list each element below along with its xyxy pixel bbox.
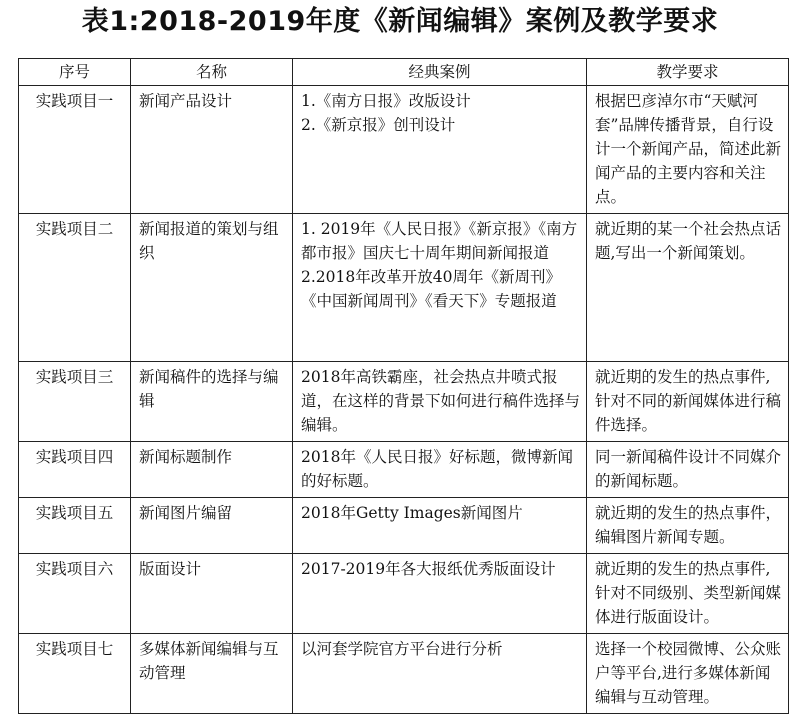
row-name: 新闻报道的策划与组织: [131, 214, 293, 362]
table-row: [19, 214, 789, 362]
row-requirement: 同一新闻稿件设计不同媒介的新闻标题。: [587, 442, 789, 498]
case-line: 1. 2019年《人民日报》《新京报》《南方都市报》国庆七十周年期间新闻报道: [301, 220, 578, 262]
row-id: 实践项目六: [19, 554, 131, 634]
table-row: [19, 498, 789, 554]
row-name: 新闻图片编留: [131, 498, 293, 554]
row-id: 实践项目一: [19, 86, 131, 214]
header-index: 序号: [19, 59, 131, 86]
row-requirement: 选择一个校园微博、公众账户等平台,进行多媒体新闻编辑与互动管理。: [587, 634, 789, 714]
case-line: 以河套学院官方平台进行分析: [301, 640, 503, 658]
table-title: 表1:2018-2019年度《新闻编辑》案例及教学要求: [81, 6, 719, 37]
row-id: 实践项目五: [19, 498, 131, 554]
row-cases: [293, 498, 587, 554]
row-name: 新闻稿件的选择与编辑: [131, 362, 293, 442]
table-row: [19, 86, 789, 214]
row-cases: [293, 214, 587, 362]
row-requirement: 就近期的发生的热点事件，编辑图片新闻专题。: [587, 498, 789, 554]
row-cases: [293, 86, 587, 214]
case-line: 2.2018年改革开放40周年《新周刊》《中国新闻周刊》《看天下》专题报道: [301, 268, 561, 310]
row-cases: [293, 442, 587, 498]
row-requirement: 就近期的发生的热点事件,针对不同的新闻媒体进行稿件选择。: [587, 362, 789, 442]
row-name: 多媒体新闻编辑与互动管理: [131, 634, 293, 714]
row-id: 实践项目四: [19, 442, 131, 498]
header-name: 名称: [131, 59, 293, 86]
row-id: 实践项目二: [19, 214, 131, 362]
row-requirement: 根据巴彦淖尔市“天赋河套”品牌传播背景，自行设计一个新闻产品，简述此新闻产品的主要内容和关注点。: [587, 86, 789, 214]
case-line: 1.《南方日报》改版设计: [301, 92, 471, 110]
table-row: [19, 442, 789, 498]
row-name: 版面设计: [131, 554, 293, 634]
row-name: 新闻产品设计: [131, 86, 293, 214]
row-cases: [293, 634, 587, 714]
row-name: 新闻标题制作: [131, 442, 293, 498]
case-line: 2018年高铁霸座，社会热点井喷式报道，在这样的背景下如何进行稿件选择与编辑。: [301, 368, 581, 434]
table-row: [19, 554, 789, 634]
table-row: [19, 362, 789, 442]
case-line: 2017-2019年各大报纸优秀版面设计: [301, 560, 556, 578]
case-table: [18, 58, 789, 714]
row-id: 实践项目七: [19, 634, 131, 714]
table-row: [19, 634, 789, 714]
header-cases: 经典案例: [293, 59, 587, 86]
row-id: 实践项目三: [19, 362, 131, 442]
case-line: 2018年《人民日报》好标题，微博新闻的好标题。: [301, 448, 573, 490]
row-cases: [293, 362, 587, 442]
header-row: [19, 59, 789, 86]
case-line: 2.《新京报》创刊设计: [301, 116, 456, 134]
case-line: 2018年Getty Images新闻图片: [301, 504, 523, 522]
row-requirement: 就近期的某一个社会热点话题,写出一个新闻策划。: [587, 214, 789, 362]
row-requirement: 就近期的发生的热点事件,针对不同级别、类型新闻媒体进行版面设计。: [587, 554, 789, 634]
row-cases: [293, 554, 587, 634]
header-requirements: 教学要求: [587, 59, 789, 86]
